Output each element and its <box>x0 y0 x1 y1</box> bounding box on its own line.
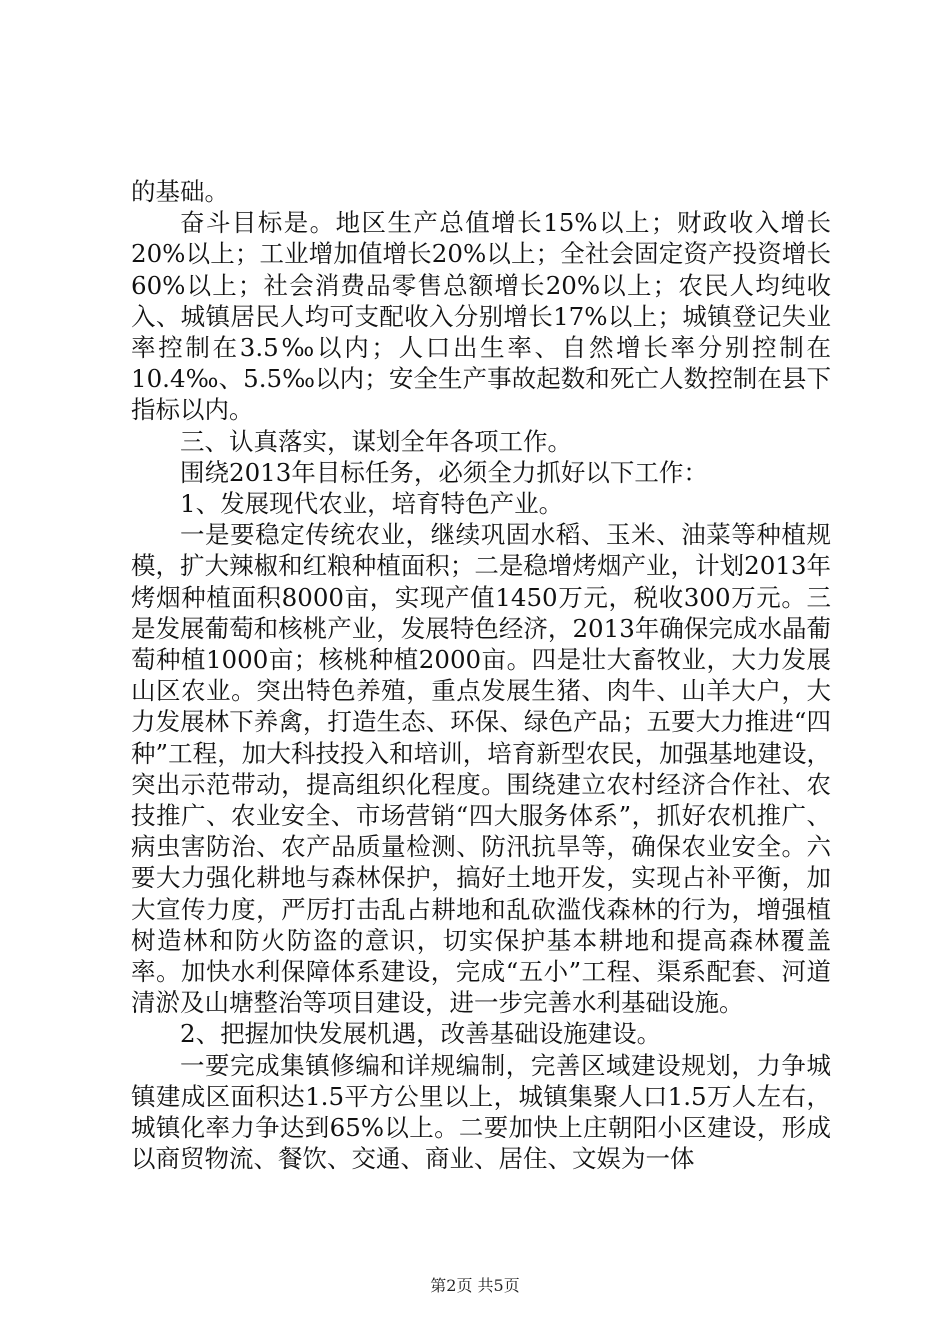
subheading-1: 1、发展现代农业，培育特色产业。 <box>180 489 564 519</box>
section-heading-3: 三、认真落实，谋划全年各项工作。 <box>180 426 572 456</box>
paragraph-goals: 奋斗目标是。地区生产总值增长15%以上；财政收入增长20%以上；工业增加值增长20%以上；全社会固定资产投资增长60%以上；社会消费品零售总额增长20%以上；农民人均纯收入、城镇居民人均可支配收入分别增长17%以上；城镇登记失业率控制在3.5‰以内；人口出生率、自然增长率分别控制在10.4‰、5.5‰以内；安全生产事故起数和死亡人数控制在县下指标以内。 <box>131 208 831 425</box>
paragraph-intro: 围绕2013年目标任务，必须全力抓好以下工作： <box>180 457 708 487</box>
page-number-footer: 第2页 共5页 <box>430 1276 520 1295</box>
paragraph-agriculture: 一是要稳定传统农业，继续巩固水稻、玉米、油菜等种植规模，扩大辣椒和红粮种植面积；二是稳增烤烟产业，计划2013年烤烟种植面积8000亩，实现产值1450万元，税收300万元。三是发展葡萄和核桃产业，发展特色经济，2013年确保完成水晶葡萄种植1000亩；核桃种植2000亩。四是壮大畜牧业，大力发展山区农业。突出特色养殖，重点发展生猪、肉牛、山羊大户，大力发展林下养禽，打造生态、环保、绿色产品；五要大力推进“四种”工程，加大科技投入和培训，培育新型农民，加强基地建设，突出示范带动，提高组织化程度。围绕建立农村经济合作社、农技推广、农业安全、市场营销“四大服务体系”，抓好农机推广、病虫害防治、农产品质量检测、防汛抗旱等，确保农业安全。六要大力强化耕地与森林保护，搞好土地开发，实现占补平衡，加大宣传力度，严厉打击乱占耕地和乱砍滥伐森林的行为，增强植树造林和防火防盗的意识，切实保护基本耕地和提高森林覆盖率。加快水利保障体系建设，完成“五小”工程、渠系配套、河道清淤及山塘整治等项目建设，进一步完善水利基础设施。 <box>131 520 831 1018</box>
document-body <box>131 176 831 1175</box>
subheading-2: 2、把握加快发展机遇，改善基础设施建设。 <box>180 1019 662 1049</box>
paragraph-continuation: 的基础。 <box>131 177 229 206</box>
paragraph-infrastructure: 一要完成集镇修编和详规编制，完善区域建设规划，力争城镇建成区面积达1.5平方公里以上，城镇集聚人口1.5万人左右，城镇化率力争达到65%以上。二要加快上庄朝阳小区建设，形成以商贸物流、餐饮、交通、商业、居住、文娱为一体 <box>131 1050 831 1174</box>
